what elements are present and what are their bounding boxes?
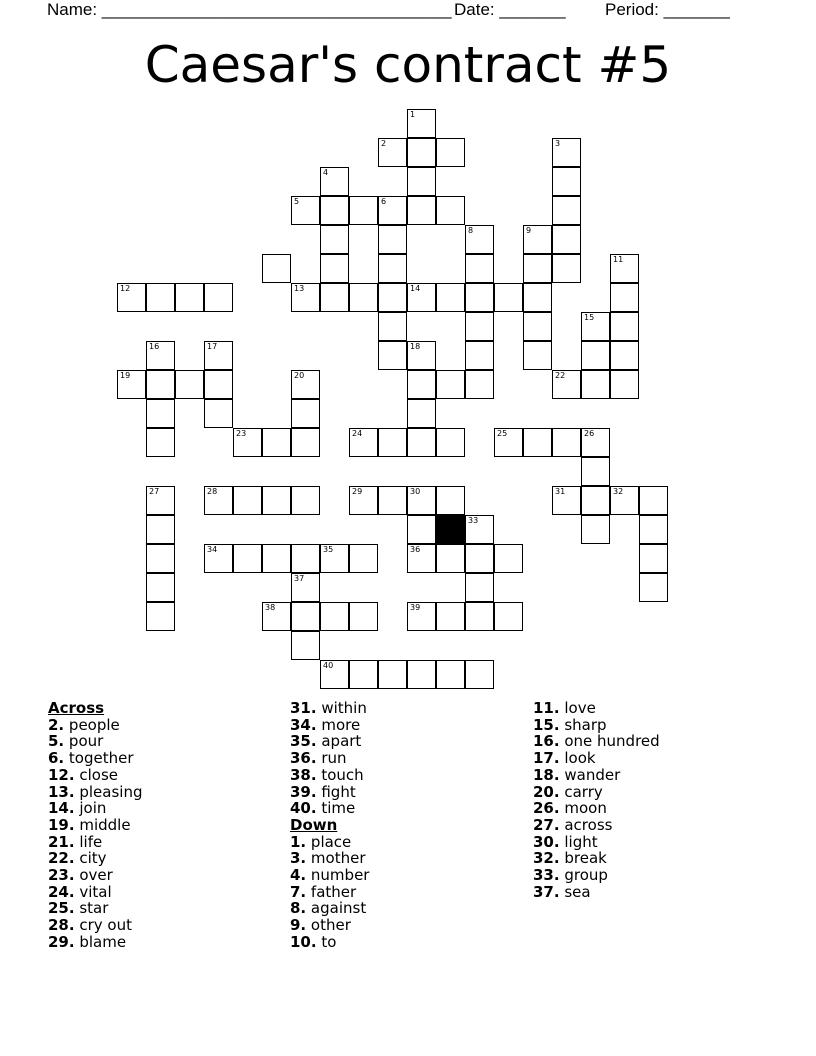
grid-cell[interactable] bbox=[523, 312, 552, 341]
clue-text: one hundred bbox=[564, 732, 660, 751]
grid-cell[interactable] bbox=[581, 312, 610, 341]
clue-across bbox=[48, 884, 142, 901]
clue-down bbox=[290, 884, 369, 901]
grid-cell[interactable] bbox=[523, 254, 552, 283]
clue-across bbox=[290, 784, 369, 801]
grid-cell[interactable] bbox=[146, 486, 175, 515]
grid-cell[interactable] bbox=[581, 428, 610, 457]
clue-number: 12 bbox=[120, 284, 131, 293]
grid-cell[interactable] bbox=[146, 283, 175, 312]
grid-cell[interactable] bbox=[146, 428, 175, 457]
clue-text: mother bbox=[310, 849, 366, 868]
clue-across bbox=[290, 717, 369, 734]
grid-cell[interactable] bbox=[233, 428, 262, 457]
grid-cell[interactable] bbox=[581, 457, 610, 486]
grid-cell[interactable] bbox=[320, 660, 349, 689]
grid-cell[interactable] bbox=[291, 399, 320, 428]
clue-text: city bbox=[79, 849, 107, 868]
date-field[interactable]: Date: _______ bbox=[454, 0, 566, 19]
clue-number-label: 6. bbox=[48, 749, 65, 768]
grid-cell[interactable] bbox=[378, 283, 407, 312]
grid-cell[interactable] bbox=[204, 341, 233, 370]
clue-number: 38 bbox=[265, 603, 276, 612]
clue-column-2 bbox=[290, 700, 369, 951]
clue-down bbox=[533, 800, 660, 817]
clue-number-label: 3. bbox=[290, 849, 307, 868]
clue-number-label: 34. bbox=[290, 715, 317, 734]
clue-number: 2 bbox=[381, 139, 387, 148]
clue-number-label: 8. bbox=[290, 899, 307, 918]
clue-number-label: 21. bbox=[48, 832, 75, 851]
clue-text: group bbox=[564, 866, 608, 885]
grid-cell[interactable] bbox=[378, 660, 407, 689]
grid-cell[interactable] bbox=[465, 602, 494, 631]
grid-cell[interactable] bbox=[639, 515, 668, 544]
grid-cell[interactable] bbox=[581, 515, 610, 544]
grid-cell[interactable] bbox=[291, 283, 320, 312]
clue-across bbox=[48, 717, 142, 734]
grid-cell[interactable] bbox=[146, 602, 175, 631]
clue-down bbox=[533, 733, 660, 750]
grid-cell[interactable] bbox=[610, 486, 639, 515]
grid-cell[interactable] bbox=[407, 283, 436, 312]
clue-text: against bbox=[310, 899, 367, 918]
clue-down bbox=[290, 867, 369, 884]
clue-number: 11 bbox=[613, 255, 624, 264]
grid-cell[interactable] bbox=[610, 312, 639, 341]
clue-down bbox=[533, 817, 660, 834]
clue-number: 32 bbox=[613, 487, 624, 496]
grid-cell[interactable] bbox=[349, 486, 378, 515]
grid-cell[interactable] bbox=[552, 254, 581, 283]
clue-text: break bbox=[564, 849, 607, 868]
grid-cell[interactable] bbox=[407, 486, 436, 515]
grid-cell[interactable] bbox=[378, 312, 407, 341]
grid-cell[interactable] bbox=[552, 370, 581, 399]
grid-cell[interactable] bbox=[407, 428, 436, 457]
clue-down bbox=[290, 834, 369, 851]
grid-cell[interactable] bbox=[320, 167, 349, 196]
clue-across bbox=[48, 867, 142, 884]
clue-number-label: 30. bbox=[533, 832, 560, 851]
grid-cell[interactable] bbox=[523, 225, 552, 254]
grid-cell[interactable] bbox=[465, 573, 494, 602]
clue-text: fight bbox=[321, 782, 356, 801]
grid-cell[interactable] bbox=[204, 399, 233, 428]
grid-cell[interactable] bbox=[639, 573, 668, 602]
grid-cell[interactable] bbox=[465, 283, 494, 312]
grid-cell[interactable] bbox=[407, 138, 436, 167]
grid-cell[interactable] bbox=[320, 602, 349, 631]
clue-number: 23 bbox=[236, 429, 247, 438]
clue-number-label: 29. bbox=[48, 932, 75, 951]
clue-number-label: 19. bbox=[48, 815, 75, 834]
clue-text: moon bbox=[564, 799, 607, 818]
clue-down bbox=[533, 850, 660, 867]
clue-number-label: 20. bbox=[533, 782, 560, 801]
grid-cell[interactable] bbox=[320, 283, 349, 312]
grid-cell[interactable] bbox=[407, 370, 436, 399]
grid-cell[interactable] bbox=[610, 341, 639, 370]
grid-cell[interactable] bbox=[320, 196, 349, 225]
clue-text: middle bbox=[79, 815, 131, 834]
clue-text: pour bbox=[68, 732, 104, 751]
grid-cell[interactable] bbox=[494, 283, 523, 312]
across-heading: Across bbox=[48, 699, 105, 717]
clue-text: join bbox=[79, 799, 107, 818]
grid-cell[interactable] bbox=[378, 225, 407, 254]
grid-cell[interactable] bbox=[407, 660, 436, 689]
clue-text: number bbox=[310, 866, 370, 885]
clue-number-label: 5. bbox=[48, 732, 65, 751]
clue-number-label: 15. bbox=[533, 715, 560, 734]
clue-across bbox=[48, 917, 142, 934]
grid-cell[interactable] bbox=[204, 283, 233, 312]
clue-number: 17 bbox=[207, 342, 218, 351]
clue-number: 37 bbox=[294, 574, 305, 583]
grid-cell[interactable] bbox=[378, 428, 407, 457]
clue-text: within bbox=[321, 699, 367, 717]
grid-cell[interactable] bbox=[436, 660, 465, 689]
clue-text: sea bbox=[564, 882, 591, 901]
grid-cell[interactable] bbox=[523, 283, 552, 312]
grid-cell[interactable] bbox=[175, 283, 204, 312]
clue-number-label: 32. bbox=[533, 849, 560, 868]
grid-cell[interactable] bbox=[465, 254, 494, 283]
clue-text: over bbox=[79, 866, 113, 885]
clue-number-label: 28. bbox=[48, 916, 75, 935]
clue-down bbox=[290, 850, 369, 867]
name-field[interactable]: Name: _____________________________________ bbox=[47, 0, 452, 19]
grid-cell[interactable] bbox=[117, 283, 146, 312]
clue-number-label: 31. bbox=[290, 699, 317, 717]
clue-down bbox=[533, 750, 660, 767]
grid-cell[interactable] bbox=[407, 341, 436, 370]
grid-cell[interactable] bbox=[552, 225, 581, 254]
clue-down bbox=[290, 934, 369, 951]
grid-cell[interactable] bbox=[262, 602, 291, 631]
clue-number-label: 16. bbox=[533, 732, 560, 751]
clue-across bbox=[290, 750, 369, 767]
grid-cell[interactable] bbox=[204, 544, 233, 573]
grid-cell[interactable] bbox=[639, 486, 668, 515]
clue-number-label: 14. bbox=[48, 799, 75, 818]
clue-across bbox=[290, 733, 369, 750]
clue-number-label: 12. bbox=[48, 765, 75, 784]
clue-number: 31 bbox=[555, 487, 566, 496]
clue-text: run bbox=[321, 749, 347, 768]
clue-across bbox=[48, 817, 142, 834]
clue-down bbox=[533, 834, 660, 851]
grid-cell[interactable] bbox=[262, 254, 291, 283]
clue-number: 8 bbox=[468, 226, 474, 235]
grid-cell[interactable] bbox=[552, 138, 581, 167]
clue-down bbox=[533, 884, 660, 901]
grid-cell[interactable] bbox=[581, 486, 610, 515]
grid-cell[interactable] bbox=[262, 428, 291, 457]
grid-cell[interactable] bbox=[349, 428, 378, 457]
grid-cell[interactable] bbox=[436, 486, 465, 515]
clue-number-label: 22. bbox=[48, 849, 75, 868]
grid-cell[interactable] bbox=[320, 225, 349, 254]
clue-number-label: 4. bbox=[290, 866, 307, 885]
grid-cell[interactable] bbox=[407, 399, 436, 428]
clue-text: place bbox=[310, 832, 352, 851]
clue-text: cry out bbox=[79, 916, 132, 935]
clue-down bbox=[533, 784, 660, 801]
clue-number-label: 9. bbox=[290, 916, 307, 935]
down-heading: Down bbox=[290, 815, 338, 834]
clue-across bbox=[48, 850, 142, 867]
grid-cell[interactable] bbox=[465, 660, 494, 689]
grid-cell[interactable] bbox=[436, 602, 465, 631]
grid-cell[interactable] bbox=[523, 428, 552, 457]
clue-text: time bbox=[321, 799, 356, 818]
grid-cell[interactable] bbox=[436, 370, 465, 399]
grid-cell[interactable] bbox=[523, 341, 552, 370]
clue-text: more bbox=[321, 715, 361, 734]
grid-cell[interactable] bbox=[407, 544, 436, 573]
grid-cell[interactable] bbox=[407, 167, 436, 196]
clue-number: 18 bbox=[410, 342, 421, 351]
clue-text: across bbox=[564, 815, 613, 834]
grid-cell[interactable] bbox=[291, 428, 320, 457]
clue-down bbox=[533, 700, 660, 717]
grid-cell[interactable] bbox=[291, 370, 320, 399]
grid-cell[interactable] bbox=[146, 370, 175, 399]
clue-number: 3 bbox=[555, 139, 561, 148]
clue-number-label: 23. bbox=[48, 866, 75, 885]
clue-number-label: 18. bbox=[533, 765, 560, 784]
grid-cell[interactable] bbox=[581, 370, 610, 399]
grid-cell[interactable] bbox=[436, 428, 465, 457]
clue-column-3 bbox=[533, 700, 660, 900]
clue-number: 36 bbox=[410, 545, 421, 554]
grid-cell[interactable] bbox=[552, 428, 581, 457]
clue-number: 1 bbox=[410, 110, 416, 119]
grid-cell[interactable] bbox=[378, 486, 407, 515]
clue-number-label: 11. bbox=[533, 699, 560, 717]
clue-number: 20 bbox=[294, 371, 305, 380]
clue-across bbox=[48, 900, 142, 917]
grid-cell[interactable] bbox=[349, 602, 378, 631]
grid-cell[interactable] bbox=[291, 602, 320, 631]
clue-across bbox=[48, 767, 142, 784]
grid-cell[interactable] bbox=[146, 544, 175, 573]
clue-number-label: 7. bbox=[290, 882, 307, 901]
clue-number: 30 bbox=[410, 487, 421, 496]
clue-number-label: 2. bbox=[48, 715, 65, 734]
clue-number: 6 bbox=[381, 197, 387, 206]
clue-text: star bbox=[79, 899, 109, 918]
clue-text: wander bbox=[564, 765, 621, 784]
clue-number: 29 bbox=[352, 487, 363, 496]
grid-cell[interactable] bbox=[262, 486, 291, 515]
clue-number-label: 37. bbox=[533, 882, 560, 901]
clue-number: 14 bbox=[410, 284, 421, 293]
grid-cell[interactable] bbox=[233, 544, 262, 573]
clue-number: 39 bbox=[410, 603, 421, 612]
grid-cell[interactable] bbox=[465, 312, 494, 341]
grid-cell[interactable] bbox=[146, 515, 175, 544]
grid-cell[interactable] bbox=[552, 486, 581, 515]
clue-text: vital bbox=[79, 882, 112, 901]
clue-text: blame bbox=[79, 932, 127, 951]
clue-down bbox=[290, 917, 369, 934]
clue-number-label: 39. bbox=[290, 782, 317, 801]
clue-across bbox=[290, 767, 369, 784]
clue-number-label: 36. bbox=[290, 749, 317, 768]
clue-text: close bbox=[79, 765, 118, 784]
clue-text: father bbox=[310, 882, 357, 901]
grid-cell[interactable] bbox=[146, 573, 175, 602]
clue-text: light bbox=[564, 832, 598, 851]
clue-number-label: 35. bbox=[290, 732, 317, 751]
grid-cell[interactable] bbox=[349, 660, 378, 689]
clue-text: carry bbox=[564, 782, 603, 801]
grid-cell[interactable] bbox=[291, 486, 320, 515]
clue-number: 5 bbox=[294, 197, 300, 206]
clue-number-label: 13. bbox=[48, 782, 75, 801]
clue-text: touch bbox=[321, 765, 364, 784]
clue-across bbox=[48, 800, 142, 817]
clue-text: to bbox=[321, 932, 337, 951]
grid-cell[interactable] bbox=[407, 109, 436, 138]
grid-cell[interactable] bbox=[378, 254, 407, 283]
clue-column-1 bbox=[48, 700, 142, 951]
clue-down bbox=[533, 717, 660, 734]
grid-cell[interactable] bbox=[291, 631, 320, 660]
clue-down bbox=[533, 867, 660, 884]
clue-number-label: 40. bbox=[290, 799, 317, 818]
clue-number: 13 bbox=[294, 284, 305, 293]
clue-across bbox=[48, 733, 142, 750]
clue-number-label: 10. bbox=[290, 932, 317, 951]
period-field[interactable]: Period: _______ bbox=[605, 0, 730, 19]
grid-cell[interactable] bbox=[407, 196, 436, 225]
clue-across bbox=[48, 934, 142, 951]
clue-across bbox=[48, 750, 142, 767]
black-cell bbox=[436, 515, 465, 544]
clue-number: 34 bbox=[207, 545, 218, 554]
grid-cell[interactable] bbox=[262, 544, 291, 573]
clue-text: love bbox=[564, 699, 596, 717]
grid-cell[interactable] bbox=[465, 370, 494, 399]
grid-cell[interactable] bbox=[494, 602, 523, 631]
grid-cell[interactable] bbox=[146, 399, 175, 428]
clue-across bbox=[48, 784, 142, 801]
clue-number-label: 1. bbox=[290, 832, 307, 851]
grid-cell[interactable] bbox=[378, 341, 407, 370]
clue-text: other bbox=[310, 916, 351, 935]
clue-text: sharp bbox=[564, 715, 607, 734]
grid-cell[interactable] bbox=[494, 428, 523, 457]
clue-number: 16 bbox=[149, 342, 160, 351]
page-title: Caesar's contract #5 bbox=[144, 36, 672, 94]
grid-cell[interactable] bbox=[610, 370, 639, 399]
grid-cell[interactable] bbox=[465, 225, 494, 254]
clue-number: 25 bbox=[497, 429, 508, 438]
grid-cell[interactable] bbox=[117, 370, 146, 399]
clue-across bbox=[290, 700, 369, 717]
grid-cell[interactable] bbox=[465, 544, 494, 573]
clue-number: 27 bbox=[149, 487, 160, 496]
clue-across bbox=[290, 800, 369, 817]
clue-number-label: 24. bbox=[48, 882, 75, 901]
grid-cell[interactable] bbox=[349, 283, 378, 312]
grid-cell[interactable] bbox=[465, 341, 494, 370]
grid-cell[interactable] bbox=[407, 515, 436, 544]
grid-cell[interactable] bbox=[291, 573, 320, 602]
clue-down bbox=[533, 767, 660, 784]
clue-number-label: 33. bbox=[533, 866, 560, 885]
grid-cell[interactable] bbox=[146, 341, 175, 370]
grid-cell[interactable] bbox=[436, 138, 465, 167]
clue-text: together bbox=[68, 749, 134, 768]
grid-cell[interactable] bbox=[552, 167, 581, 196]
clue-number-label: 25. bbox=[48, 899, 75, 918]
clue-text: apart bbox=[321, 732, 362, 751]
grid-cell[interactable] bbox=[436, 196, 465, 225]
clue-number-label: 26. bbox=[533, 799, 560, 818]
grid-cell[interactable] bbox=[378, 138, 407, 167]
grid-cell[interactable] bbox=[291, 196, 320, 225]
grid-cell[interactable] bbox=[349, 544, 378, 573]
clue-number: 40 bbox=[323, 661, 334, 670]
grid-cell[interactable] bbox=[552, 196, 581, 225]
grid-cell[interactable] bbox=[610, 283, 639, 312]
grid-cell[interactable] bbox=[175, 370, 204, 399]
clue-number: 28 bbox=[207, 487, 218, 496]
clue-number: 15 bbox=[584, 313, 595, 322]
clue-number: 22 bbox=[555, 371, 566, 380]
grid-cell[interactable] bbox=[494, 544, 523, 573]
clue-number-label: 38. bbox=[290, 765, 317, 784]
grid-cell[interactable] bbox=[639, 544, 668, 573]
grid-cell[interactable] bbox=[581, 341, 610, 370]
grid-cell[interactable] bbox=[291, 544, 320, 573]
grid-cell[interactable] bbox=[610, 254, 639, 283]
grid-cell[interactable] bbox=[320, 544, 349, 573]
grid-cell[interactable] bbox=[465, 515, 494, 544]
grid-cell[interactable] bbox=[407, 602, 436, 631]
grid-cell[interactable] bbox=[233, 486, 262, 515]
grid-cell[interactable] bbox=[320, 254, 349, 283]
clue-text: people bbox=[68, 715, 120, 734]
clue-number: 26 bbox=[584, 429, 595, 438]
clue-text: look bbox=[564, 749, 596, 768]
clue-number: 33 bbox=[468, 516, 479, 525]
clue-text: life bbox=[79, 832, 103, 851]
clue-text: pleasing bbox=[79, 782, 143, 801]
clue-number: 4 bbox=[323, 168, 329, 177]
clue-across bbox=[48, 834, 142, 851]
grid-cell[interactable] bbox=[436, 544, 465, 573]
grid-cell[interactable] bbox=[349, 196, 378, 225]
grid-cell[interactable] bbox=[378, 196, 407, 225]
clue-number: 24 bbox=[352, 429, 363, 438]
clue-number-label: 17. bbox=[533, 749, 560, 768]
grid-cell[interactable] bbox=[436, 283, 465, 312]
grid-cell[interactable] bbox=[204, 486, 233, 515]
clue-number: 35 bbox=[323, 545, 334, 554]
clue-number: 9 bbox=[526, 226, 532, 235]
clue-down bbox=[290, 900, 369, 917]
clue-number-label: 27. bbox=[533, 815, 560, 834]
clue-number: 19 bbox=[120, 371, 131, 380]
grid-cell[interactable] bbox=[204, 370, 233, 399]
